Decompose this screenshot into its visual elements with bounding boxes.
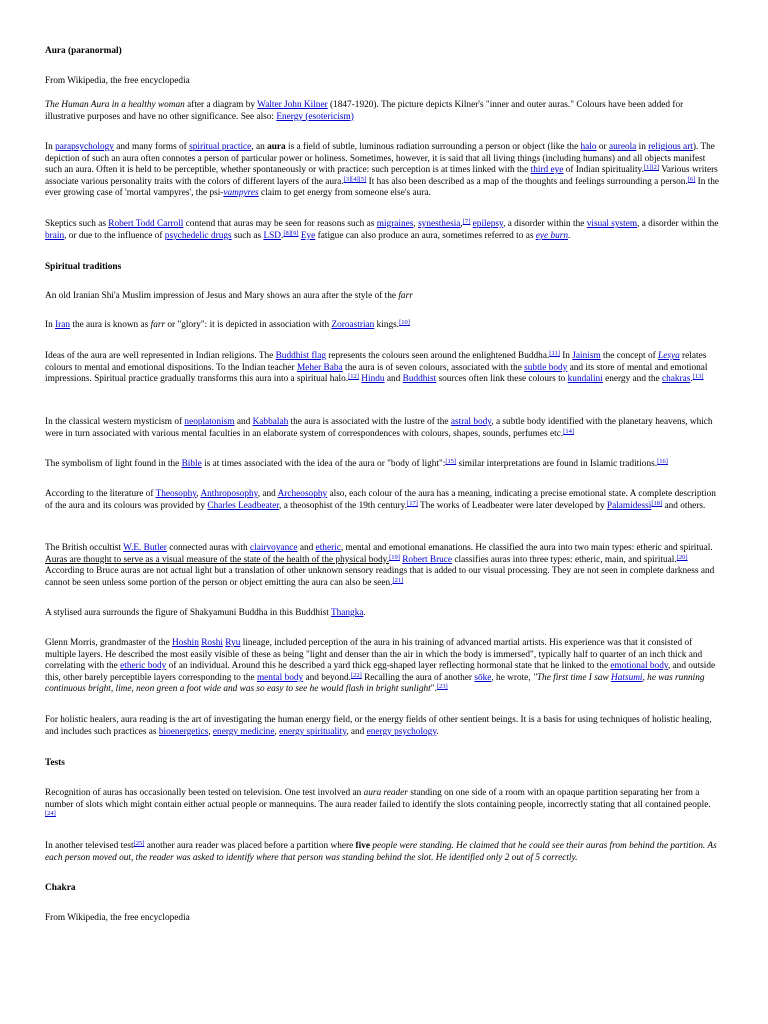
article-title: Aura (paranormal) [45,46,122,56]
link-religious-art[interactable]: religious art [648,142,693,152]
link-bible[interactable]: Bible [181,459,202,469]
paragraph-light-symbolism: The symbolism of light found in the Bible is at times associated with the idea of the aura or "body of light":[15] similar interpretations are found in Islamic traditions.[16] [45,458,668,469]
link-epilepsy[interactable]: epilepsy [472,219,504,229]
link-eye[interactable]: Eye [300,230,316,241]
citation-link[interactable]: [13] [692,373,704,381]
citation-link[interactable]: [8][9] [283,229,299,237]
link-etheric[interactable]: etheric [315,543,341,553]
link-energy-spirituality[interactable]: energy spirituality [279,726,347,737]
link-palamidessi[interactable]: Palamidessi [606,500,652,511]
citation-link[interactable]: [3][4][5] [343,175,367,183]
citation-link[interactable]: [1][2] [643,164,660,172]
link-etheric-body[interactable]: etheric body [120,661,167,672]
link-brain[interactable]: brain [45,230,65,241]
link-walter-john-kilner[interactable]: Walter John Kilner [257,100,328,110]
link-meher-baba[interactable]: Meher Baba [296,362,343,373]
link-bioenergetics[interactable]: bioenergetics [158,726,209,737]
link-subtle-body[interactable]: subtle body [524,362,568,373]
paragraph-butler: The British occultist W.E. Butler connected auras with clairvoyance and etheric, mental and emotional emanations. He classified the aura into two main types: etheric and spiritual. Auras are thought to serve as a visual measure of the state of the health of the physical body.[19] Robert Bruce classifies auras into three types: etheric, main, and spiritual.[20] According to Bruce auras are not actual light but a translation of other unknown sensory readings that is added to our visual processing. They are not seen in complete darkness and cannot be seen unless some portion of the person or object emitting the aura can also be seen.[21] [45,543,715,588]
link-spiritual-practice[interactable]: spiritual practice [189,142,252,152]
image-caption-iranian: An old Iranian Shi'a Muslim impression of Jesus and Mary shows an aura after the style of the farr [45,291,413,301]
paragraph-western-mysticism: In the classical western mysticism of neoplatonism and Kabbalah the aura is associated with the lustre of the astral body, a subtle body identified with the planetary heavens, which were in turn associated with various mental faculties in an elaborate system of correspondences with colours, shapes, sounds, perfumes etc.[14] [45,417,713,439]
citation-link[interactable]: [12] [348,373,359,381]
link-jainism[interactable]: Jainism [572,351,601,361]
link-lesya[interactable]: Lesya [658,351,680,361]
image-caption-thangka: A stylised aura surrounds the figure of Shakyamuni Buddha in this Buddhist Thangka. [45,608,366,618]
link-thangka[interactable]: Thangka [330,608,364,618]
paragraph-skeptics: Skeptics such as Robert Todd Carroll contend that auras may be seen for reasons such as migraines, synesthesia,[7] epilepsy, a disorder within the visual system, a disorder within the brain, or due to the influence of psychedelic drugs such as LSD.[8][9] Eye fatigue can also produce an aura, sometimes referred to as eye burn. [45,218,719,241]
paragraph-intro: In parapsychology and many forms of spiritual practice, an aura is a field of subtle, luminous radiation surrounding a person or object (like the halo or aureola in religious art). The depiction of such an aura often connotes a person of particular power or holiness. Sometimes, however, it is said that all living things (including humans) and all objects manifest such an aura. Often it is held to be perceptible, whether spontaneously or with practice: such perception is at times linked with the third eye of Indian spirituality.[1][2] Various writers associate various personality traits with the colors of different layers of the aura.[3][4][5] It has also been described as a map of the thoughts and feelings surrounding a person.[6] In the ever growing case of 'mortal vampyres', the psi-vampyres claim to get energy from someone else's aura. [45,142,720,199]
link-robert-todd-carroll[interactable]: Robert Todd Carroll [108,219,184,229]
link-we-butler[interactable]: W.E. Butler [123,543,167,553]
link-soke[interactable]: sōke [474,672,492,683]
link-clairvoyance[interactable]: clairvoyance [250,543,298,553]
link-energy-esotericism[interactable]: Energy (esotericism) [276,111,354,122]
link-zoroastrian[interactable]: Zoroastrian [331,320,375,330]
section-heading-tests: Tests [45,758,65,768]
paragraph-holistic-healers: For holistic healers, aura reading is the art of investigating the human energy field, or the energy fields of other sentient beings. It is a basis for using techniques of holistic healing, and includes such practices as bioenergetics, energy medicine, energy spirituality, and energy psychology. [45,715,712,737]
link-roshi[interactable]: Roshi [201,638,223,648]
citation-link[interactable]: [10] [399,319,410,326]
link-ryu[interactable]: Ryu [225,638,241,648]
citation-link[interactable]: [24] [45,810,56,818]
link-anthroposophy[interactable]: Anthroposophy [200,489,258,499]
citation-link[interactable]: [16] [657,458,668,465]
citation-link[interactable]: [18] [651,499,663,507]
link-kundalini[interactable]: kundalini [567,374,603,385]
paragraph-indian-religions: Ideas of the aura are well represented in Indian religions. The Buddhist flag represents the colours seen around the enlightened Buddha.[11] In Jainism the concept of Lesya relates colours to mental and emotional dispositions. To the Indian teacher Meher Baba the aura is of seven colours, associated with the subtle body and its store of mental and emotional impressions. Spiritual practice gradually transforms this aura into a spiritual halo.[12] Hindu and Buddhist sources often link these colours to kundalini energy and the chakras.[13] [45,350,708,385]
citation-link[interactable]: [25] [133,840,145,847]
citation-link[interactable]: [14] [563,427,574,435]
link-buddhist[interactable]: Buddhist [402,374,437,385]
paragraph-tests-2: In another televised test[25] another aura reader was placed before a partition where five people were standing. He claimed that he could see their auras from behind the partition. As each person moved out, the reader was asked to identify where that person was standing behind the slot. He identified only 2 out of 5 correctly. [45,840,717,863]
paragraph-tests-1: Recognition of auras has occasionally been tested on television. One test involved an aura reader standing on one side of a room with an opaque partition separating her from a number of slots which might contain either actual people or mannequins. The aura reader failed to identify the slots containing people, incorrectly stating that all contained people.[24] [45,788,711,818]
citation-link[interactable]: [11] [549,350,560,357]
paragraph-iran: In Iran the aura is known as farr or "glory": it is depicted in association with Zoroastrian kings.[10] [45,319,410,330]
link-robert-bruce[interactable]: Robert Bruce [402,554,453,565]
citation-link[interactable]: [23] [436,683,448,691]
link-iran[interactable]: Iran [55,320,71,330]
link-emotional-body[interactable]: emotional body [610,661,668,672]
source-line: From Wikipedia, the free encyclopedia [45,76,190,86]
link-aureola[interactable]: aureola [608,142,637,152]
source-line-chakra: From Wikipedia, the free encyclopedia [45,913,190,923]
link-neoplatonism[interactable]: neoplatonism [184,417,235,427]
link-eye-burn[interactable]: eye burn [535,230,569,241]
link-parapsychology[interactable]: parapsychology [55,142,114,152]
link-buddhist-flag[interactable]: Buddhist flag [275,351,326,361]
paragraph-theosophy: According to the literature of Theosophy, Anthroposophy, and Archeosophy also, each colour of the aura has a meaning, indicating a precise emotional state. A complete description of the aura and its colours was provided by Charles Leadbeater, a theosophist of the 19th century.[17] The works of Leadbeater were later developed by Palamidessi[18] and others. [45,489,716,511]
citation-link[interactable]: [6] [687,175,696,183]
citation-link[interactable]: [17] [407,499,418,507]
citation-link[interactable]: [21] [392,576,404,584]
citation-link[interactable]: [15] [445,458,457,465]
citation-link[interactable]: [20] [676,553,688,561]
link-theosophy[interactable]: Theosophy [155,489,197,499]
link-synesthesia[interactable]: synesthesia [418,219,461,229]
image-caption-kilner: The Human Aura in a healthy woman after a diagram by Walter John Kilner (1847-1920). The picture depicts Kilner's "inner and outer auras." Colours have been added for illustrative purposes and have no other significance. See also: Energy (esotericism) [45,100,684,122]
link-archeosophy[interactable]: Archeosophy [277,489,328,499]
link-visual-system[interactable]: visual system [586,219,638,229]
link-hatsumi[interactable]: Hatsumi [611,672,643,683]
link-energy-psychology[interactable]: energy psychology [366,726,437,737]
link-hindu[interactable]: Hindu [361,374,385,385]
link-third-eye[interactable]: third eye [530,165,564,176]
link-astral-body[interactable]: astral body [450,417,492,427]
link-psychedelic-drugs[interactable]: psychedelic drugs [164,230,232,241]
link-hoshin[interactable]: Hoshin [172,638,199,648]
paragraph-glenn-morris: Glenn Morris, grandmaster of the Hoshin Roshi Ryu lineage, included perception of the aura in his training of advanced martial artists. His experience was that it consisted of multiple layers. He described the most easily visible of these as being "light and denser than the air in which the body is immersed", typically half to quarter of an inch thick and correlating with the etheric body of an individual. Around this he described a yard thick egg-shaped layer reflecting hormonal state that he linked to the emotional body, and outside this, other barely perceptible layers corresponding to the mental body and beyond.[22] Recalling the aura of another sōke, he wrote, "The first time I saw Hatsumi, he was running continuous bright, lime, neon green a foot wide and was so easy to see he would flash in bright sunlight".[23] [45,638,716,695]
link-kabbalah[interactable]: Kabbalah [252,417,289,427]
link-mental-body[interactable]: mental body [256,672,304,683]
link-halo[interactable]: halo [580,142,597,152]
section-heading-chakra: Chakra [45,883,76,893]
link-lsd[interactable]: LSD [263,230,282,241]
link-migraines[interactable]: migraines [376,219,414,229]
link-vampyres[interactable]: vampyres [223,188,259,199]
link-charles-leadbeater[interactable]: Charles Leadbeater [207,500,280,511]
citation-link[interactable]: [19] [389,553,400,561]
citation-link[interactable]: [22] [350,671,362,679]
link-chakras[interactable]: chakras [661,374,691,385]
section-heading-spiritual-traditions: Spiritual traditions [45,262,122,272]
citation-link[interactable]: [7] [462,218,471,225]
link-energy-medicine[interactable]: energy medicine [212,726,275,737]
